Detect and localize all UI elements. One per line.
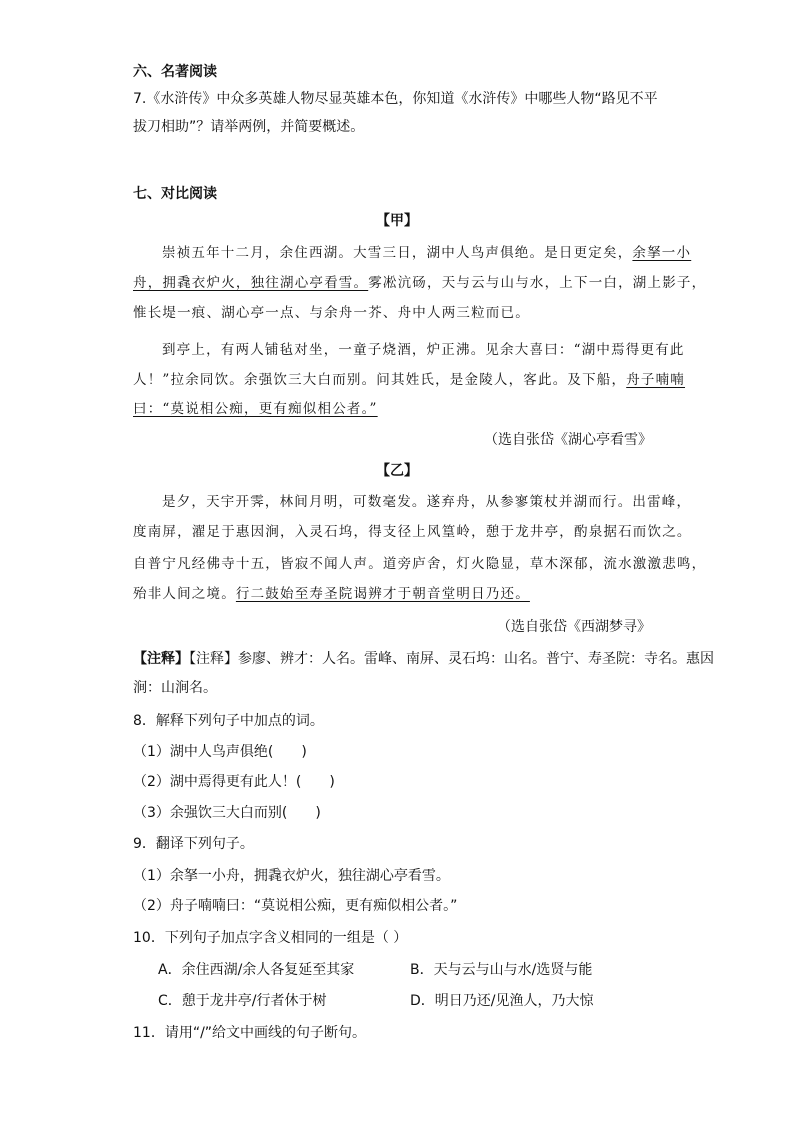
question-9-item-1: （1）余拏一小舟，拥毳衣炉火，独往湖心亭看雪。: [133, 868, 450, 884]
jia-underlined-d: 曰：“莫说相公痴，更有痴似相公者。”: [133, 401, 378, 417]
yi-line-1: 是夕，天宇开霁，林间月明，可数毫发。遂弃舟，从参寥策杖并湖而行。出雷峰，: [162, 494, 692, 510]
question-11-stem: 11．请用“/”给文中画线的句子断句。: [133, 1025, 367, 1041]
yi-source: （选自张岱《西湖梦寻》: [497, 619, 651, 635]
question-10-option-b: B．天与云与山与水/选贤与能: [410, 962, 593, 978]
jia-line-3: 惟长堤一痕、湖心亭一点、与余舟一芥、舟中人两三粒而已。: [133, 305, 530, 321]
jia-line-6: [133, 399, 378, 419]
yi-underlined: 行二鼓始至寿圣院谒辨才于朝音堂明日乃还。: [235, 586, 530, 602]
jia-underlined-b: 舟，拥毳衣炉火，独往湖心亭看雪。: [133, 275, 369, 291]
passage-yi-title: 【乙】: [376, 463, 418, 479]
note-label: 【注释】: [133, 651, 189, 667]
question-10-option-d: D．明日乃还/见渔人，乃大惊: [410, 993, 594, 1009]
note-line-2: 涧：山涧名。: [133, 680, 217, 696]
jia-source: （选自张岱《湖心亭看雪》: [484, 432, 652, 448]
passage-jia-title: 【甲】: [376, 213, 418, 229]
jia-line-4: 到亭上，有两人铺毡对坐，一童子烧酒，炉正沸。见余大喜曰：“湖中焉得更有此: [162, 342, 685, 358]
jia-line-1: 崇祯五年十二月，余住西湖。大雪三日，湖中人鸟声俱绝。是日更定矣，余拏一小: [162, 245, 692, 261]
question-9-item-2: （2）舟子喃喃曰：“莫说相公痴，更有痴似相公者。”: [133, 898, 458, 914]
section-seven-heading: 七、对比阅读: [133, 186, 217, 202]
yi-line-3: 自普宁凡经佛寺十五，皆寂不闻人声。道旁庐舍，灯火隐显，草木深郁，流水激激悲鸣，: [133, 556, 707, 572]
question-8-item-2: （2）湖中焉得更有此人！( ): [133, 774, 335, 790]
question-10-option-c: C．憩于龙井亭/行者休于树: [158, 993, 327, 1009]
question-10-option-a: A．余住西湖/余人各复延至其家: [158, 962, 355, 978]
yi-line-2: 度南屏，濯足于惠因涧，入灵石坞，得支径上风篁岭，憩于龙井亭，酌泉据石而饮之。: [133, 524, 692, 540]
jia-underlined-c: 舟子喃喃: [626, 372, 686, 388]
jia-line-2: 舟，拥毳衣炉火，独往湖心亭看雪。雾凇沆砀，天与云与山与水，上下一白，湖上影子，: [133, 275, 707, 291]
note-line-1: 【注释】【注释】参廖、辨才：人名。雷峰、南屏、灵石坞：山名。普宁、寿圣院：寺名。惠因: [133, 651, 714, 667]
jia-line-5: 人！”拉余同饮。余强饮三大白而别。问其姓氏，是金陵人，客此。及下船，舟子喃喃: [133, 372, 686, 388]
section-six-heading: 六、名著阅读: [133, 64, 217, 80]
jia-underlined-a: 余拏一小: [632, 245, 692, 261]
question-8-item-3: （3）余强饮三大白而别( ): [133, 805, 321, 821]
question-7-line-2: 拔刀相助”？请举两例，并简要概述。: [133, 119, 365, 135]
question-10-stem: 10．下列句子加点字含义相同的一组是（ ）: [133, 930, 408, 946]
question-8-stem: 8．解释下列句子中加点的词。: [133, 713, 324, 729]
question-8-item-1: （1）湖中人鸟声俱绝( ): [133, 744, 307, 760]
question-9-stem: 9．翻译下列句子。: [133, 836, 254, 852]
question-7-line-1: 7.《水浒传》中众多英雄人物尽显英雄本色，你知道《水浒传》中哪些人物“路见不平: [133, 91, 658, 107]
yi-line-4: 殆非人间之境。行二鼓始至寿圣院谒辨才于朝音堂明日乃还。: [133, 586, 530, 602]
